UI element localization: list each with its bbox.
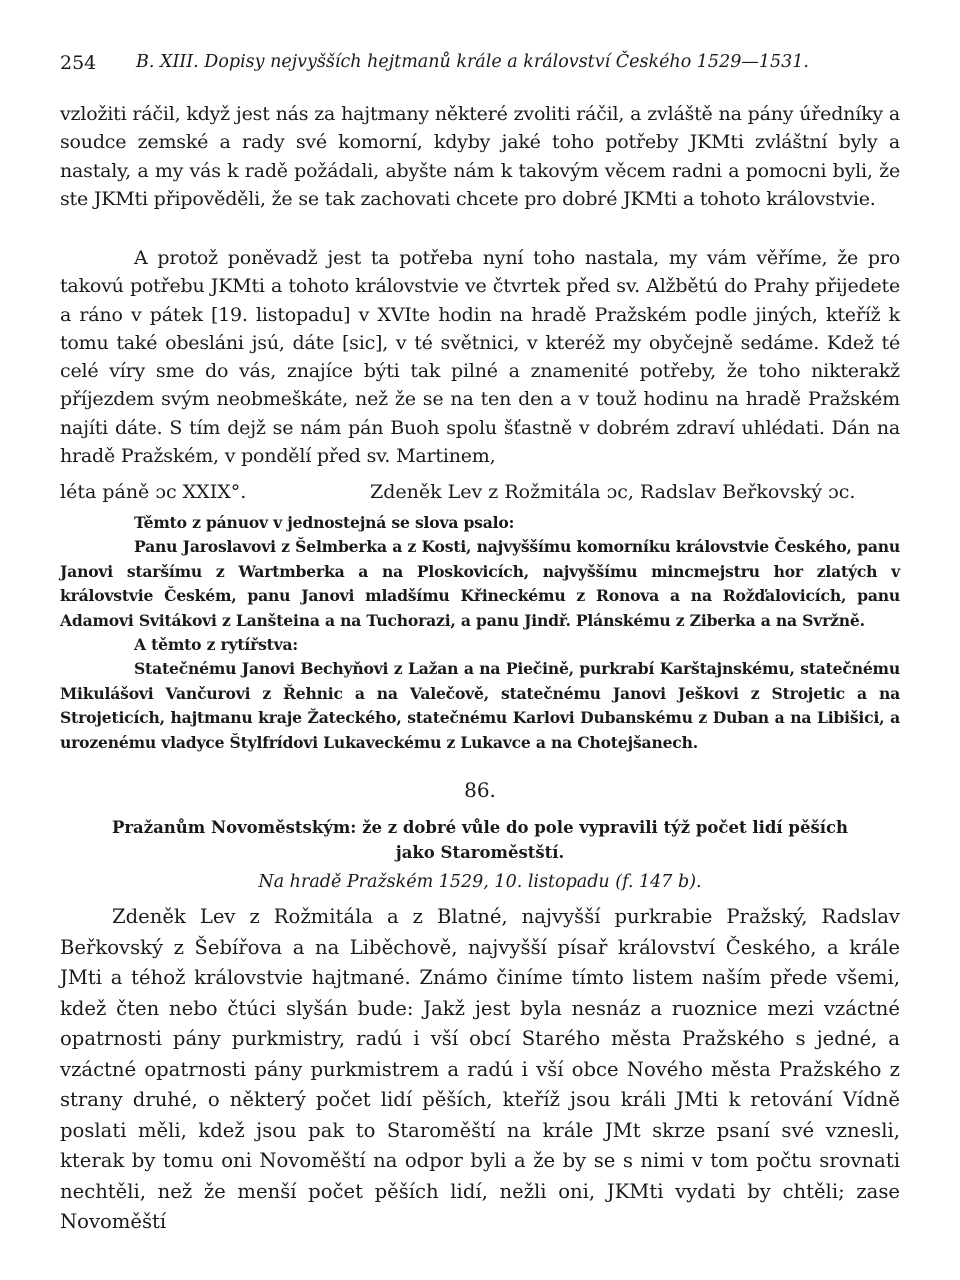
page-header	[60, 52, 900, 82]
recipients-knights: Statečnému Janovi Bechyňovi z Lažan a na Piečině, purkrabí Karštajnskému, statečnému Mikulášovi Vančurovi z Řehnic a na Valečově, statečnému Janovi Ješkovi z Strojetic a na Strojeticích, hajtmanu kraje Žateckého, statečnému Karlovi Dubanskému z Duban a na Libišici, a urozenému vladyce Štylfrídovi Lukaveckému z Lukavce a na Chotejšanech.	[60, 659, 900, 752]
date-closing: léta páně ɔc XXIX°.	[60, 481, 247, 503]
recipients-intro: Těmto z pánuov v jednostejná se slova psalo:	[134, 513, 515, 532]
letter-paragraph-1: vzložiti ráčil, když jest nás za hajtmany některé zvoliti ráčil, a zvláště na pány úředníky a soudce zemské a rady své komorní, kdyby jaké toho potřeby JKMti zvláštní byly a nastaly, a my vás k radě požádali, abyšte nám k takovým věcem radni a pomocni byli, že ste JKMti připověděli, že se tak zachovati chcete pro dobré JKMti a tohoto královstvie.	[60, 103, 900, 210]
document-text: Zdeněk Lev z Rožmitála a z Blatné, najvyšší purkrabie Pražský, Radslav Beřkovský z Šebířova a na Liběchově, najvyšší písař království Českého, a krále JMti a téhož královstvie hajtmané. Známo činíme tímto listem naším přede všemi, kdež čten nebo čtúci slyšán bude: Jakž jest byla nesnáz a ruoznice mezi vzáctné opatrnosti pány purkmistry, radú i vší obcí Starého města Pražského s jedné, a vzáctné opatrnosti pány purkmistrem a radú i vší obce Nového města Pražského z strany druhé, o některý počet lidí pěších, kteříž jsou králi JMti k retování Vídně poslati měli, kdež jsou pak to Staroměští na krále JMt skrze psaní své vznesli, kterak by tomu oni Novoměští na odpor byli a že by se s nimi v tom počtu srovnati nechtěli, než že menší počet pěších lidí, nežli oni, JKMti vydati by chtěli; zase Novoměští	[60, 905, 900, 1233]
document-summary: Pražanům Novoměstským: že z dobré vůle do pole vypravili týž počet lidí pěších jako Staroměstští.	[111, 818, 849, 862]
document-number: 86.	[464, 778, 496, 802]
document-date-line: Na hradě Pražském 1529, 10. listopadu (f. 147 b).	[258, 872, 702, 892]
knights-intro: A těmto z rytířstva:	[134, 635, 298, 654]
recipients-lords: Panu Jaroslavovi z Šelmberka a z Kosti, najvyššímu komorníku královstvie Českého, panu Janovi staršímu z Wartmberka a na Ploskovicích, najvyššímu mincmejstru hor zlatých v královstvie Českém, panu Janovi mladšímu Křineckému z Ronova a na Rožďalovicích, panu Adamovi Svitákovi z Lanšteina a na Tuchorazi, a panu Jindř. Plánskému z Ziberka a na Svržně.	[60, 537, 900, 630]
running-title: B. XIII. Dopisy nejvyšších hejtmanů krále a království Českého 1529—1531.	[136, 52, 809, 72]
letter-paragraph-2: A protož poněvadž jest ta potřeba nyní toho nastala, my vám věříme, že pro takovú potřebu JKMti a tohoto královstvie ve čtvrtek před sv. Alžbětú do Prahy přijedete a ráno v pátek [19. listopadu] v XVIte hodin na hradě Pražském podle jiných, kteříž k tomu také obesláni jsú, dáte [sic], v té světnici, v kteréž my obyčejně sedáme. Kdež té celé víry sme do vás, znajíce býti tak pilné a znamenité potřeby, že toho nikterakž příjezdem svým neobmeškáte, než že se na ten den a v touž hodinu na hradě Pražském najíti dáte. S tím dejž se nám pán Buoh spolu šťastně v dobrém zdraví uhlédati. Dán na hradě Pražském, v pondělí před sv. Martinem,	[60, 247, 900, 468]
signatories: Zdeněk Lev z Rožmitála ɔc, Radslav Beřkovský ɔc.	[370, 481, 856, 503]
page-number: 254	[60, 52, 97, 74]
